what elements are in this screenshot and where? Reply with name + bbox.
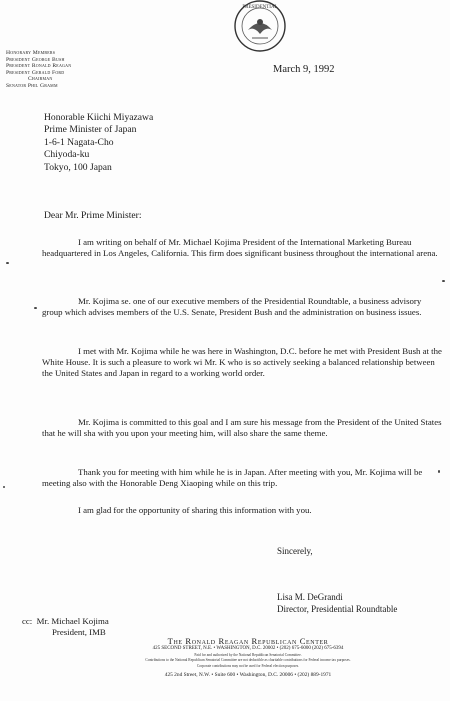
body-paragraph: Mr. Kojima se. one of our executive members of the Presidential Roundtable, a business advisory group which advises members of the U.S. Senate, President Bush and the administration on business issues. (42, 296, 422, 317)
body-paragraph: I am writing on behalf of Mr. Michael Kojima President of the International Marketing Bureau headquartered in Los Angeles, California. This firm does significant business throughout the international arena. (42, 237, 438, 258)
recipient-name: Honorable Kiichi Miyazawa (44, 112, 154, 123)
body-paragraph: Thank you for meeting with him while he is in Japan. After meeting with you, Mr. Kojima will be meeting also with the Honorable Deng Xiaoping while on this trip. (42, 467, 423, 488)
recipient-street: 1-6-1 Nagata-Cho (44, 136, 114, 148)
chairman-name: Senator Phil Gramm (6, 82, 58, 89)
scan-speck (6, 262, 9, 264)
seal-text: PRESIDENTIAL (242, 5, 278, 10)
cc-label: cc: (22, 616, 33, 626)
chairman-label: Chairman (28, 76, 53, 83)
closing: Sincerely, (277, 546, 313, 556)
member-name: President George Bush (6, 56, 65, 63)
signature-block (277, 592, 397, 615)
scan-speck (34, 307, 37, 309)
scan-speck (3, 486, 5, 488)
recipient-district: Chiyoda-ku (44, 149, 90, 161)
cc-title: President, IMB (52, 627, 106, 637)
body-paragraph: I am glad for the opportunity of sharing this information with you. (78, 505, 312, 515)
presidential-seal-logo (228, 0, 292, 58)
footer-fine-print: Contributions to the National Republican Senatorial Committee are not deductible as charitable contributions for Federal income tax purposes. (145, 658, 351, 663)
recipient-title: Prime Minister of Japan (44, 124, 137, 136)
signer-name: Lisa M. DeGrandi (277, 592, 343, 602)
member-name: President Ronald Reagan (6, 63, 72, 70)
letterhead-members (6, 50, 71, 90)
scan-speck (442, 280, 445, 282)
recipient-city: Tokyo, 100 Japan (44, 161, 112, 173)
cc-name: Mr. Michael Kojima (36, 616, 109, 626)
members-heading: Honorary Members (6, 50, 56, 56)
footer-title: The Ronald Reagan Republican Center (167, 636, 329, 646)
footer-fine-print: Corporate contributions may not be used for Federal election purposes. (196, 663, 300, 668)
footer-address: 425 SECOND STREET, N.E. • WASHINGTON, D.C. 20002 • (202) 675-6000 (202) 675-6394 (152, 646, 344, 651)
salutation: Dear Mr. Prime Minister: (44, 210, 142, 221)
footer-address-2: 425 2nd Street, N.W. • Suite 600 • Washington, D.C. 20006 • (202) 889-1971 (164, 672, 332, 679)
body-paragraph: Mr. Kojima is committed to this goal and I am sure his message from the President of the United States that he will sha with you upon your meeting him, will also share the same theme. (42, 417, 442, 438)
cc-block (22, 616, 109, 638)
signer-title: Director, Presidential Roundtable (277, 603, 398, 614)
scan-speck (438, 470, 440, 473)
recipient-address (44, 112, 153, 174)
footer-fine-print: Paid for and authorized by the National Republican Senatorial Committee. (194, 653, 302, 657)
letter-date: March 9, 1992 (273, 64, 335, 75)
letterhead-footer (78, 636, 418, 679)
body-paragraph: I met with Mr. Kojima while he was here in Washington, D.C. before he met with President Bush at the White House. It is such a pleasure to work wi Mr. K who is so actively seeking a balanced relationship between the United States and Japan in regard to a working world order. (42, 346, 442, 378)
member-name: President Gerald Ford (6, 69, 65, 76)
